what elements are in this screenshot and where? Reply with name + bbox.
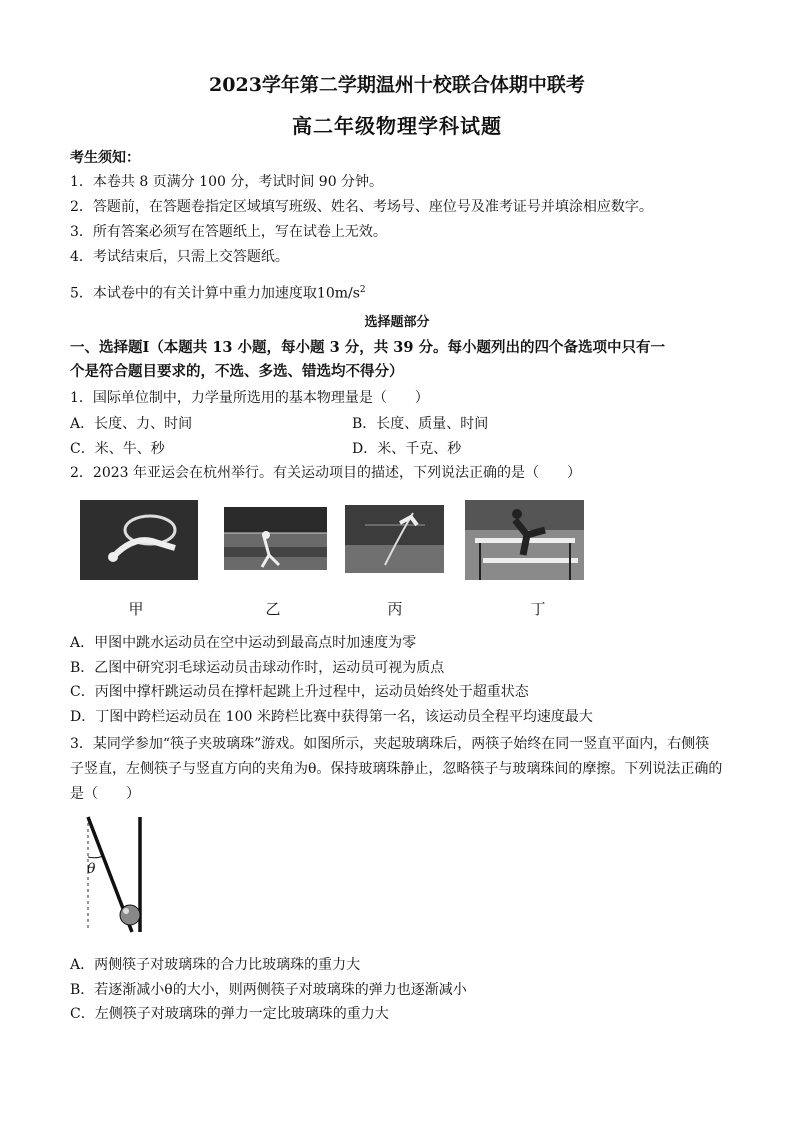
q1-option-b: B．长度、质量、时间 (352, 416, 489, 432)
angle-arc (88, 856, 103, 858)
diving-photo (80, 500, 198, 580)
q2-stem: 2．2023 年亚运会在杭州举行。有关运动项目的描述，下列说法正确的是（ ） (70, 465, 581, 481)
notice-item: 2．答题前，在答题卷指定区域填写班级、姓名、考场号、座位号及准考证号并填涂相应数字。 (70, 199, 653, 215)
q2-option-c: C．丙图中撑杆跳运动员在撑杆起跳上升过程中，运动员始终处于超重状态 (70, 684, 529, 700)
section-intro: 一、选择题Ⅰ（本题共 13 小题，每小题 3 分，共 39 分。每小题列出的四个备选项中只有一 (70, 339, 666, 356)
q3-option-c: C．左侧筷子对玻璃珠的弹力一定比玻璃珠的重力大 (70, 1006, 389, 1022)
q1-stem: 1．国际单位制中，力学量所选用的基本物理量是（ ） (70, 390, 429, 406)
notice-item-5 (70, 280, 366, 304)
theta-label: θ (87, 861, 96, 877)
pole-vault-photo (345, 505, 444, 573)
notice-item: 4．考试结束后，只需上交答题纸。 (70, 249, 289, 265)
badminton-photo (224, 507, 327, 570)
caption-yi: 乙 (265, 600, 281, 618)
glass-bead (120, 905, 140, 925)
q2-option-b: B．乙图中研究羽毛球运动员击球动作时，运动员可视为质点 (70, 660, 445, 676)
q3-option-b: B．若逐渐减小θ的大小，则两侧筷子对玻璃珠的弹力也逐渐减小 (70, 982, 467, 998)
q2-option-d: D．丁图中跨栏运动员在 100 米跨栏比赛中获得第一名，该运动员全程平均速度最大 (70, 709, 593, 725)
notice-heading: 考生须知： (70, 150, 140, 166)
q3-stem: 子竖直，左侧筷子与竖直方向的夹角为θ。保持玻璃珠静止，忽略筷子与玻璃珠间的摩擦。下列说法正确的 (70, 761, 723, 777)
notice-item-5-text: 5．本试卷中的有关计算中重力加速度取10m/s (70, 285, 360, 302)
q1-option-a: A．长度、力、时间 (70, 416, 193, 432)
caption-jia: 甲 (128, 600, 144, 618)
exam-subtitle: 高二年级物理学科试题 (292, 114, 502, 138)
section-title: 选择题部分 (364, 315, 430, 330)
q3-stem: 是（ ） (70, 786, 140, 802)
caption-bing: 丙 (387, 600, 403, 618)
exam-title: 2023学年第二学期温州十校联合体期中联考 (209, 74, 585, 96)
bead-highlight (123, 908, 129, 914)
notice-item: 3．所有答案必须写在答题纸上，写在试卷上无效。 (70, 224, 387, 240)
caption-ding: 丁 (530, 600, 546, 618)
q1-option-c: C．米、牛、秒 (70, 441, 165, 457)
hurdles-photo (465, 500, 584, 580)
q1-option-d: D．米、千克、秒 (352, 441, 462, 457)
notice-item-5-sup: 2 (359, 285, 366, 295)
q2-option-a: A．甲图中跳水运动员在空中运动到最高点时加速度为零 (70, 635, 417, 651)
q3-option-a: A．两侧筷子对玻璃珠的合力比玻璃珠的重力大 (70, 957, 361, 973)
notice-item: 1．本卷共 8 页满分 100 分，考试时间 90 分钟。 (70, 174, 384, 190)
q3-stem: 3．某同学参加“筷子夹玻璃珠”游戏。如图所示，夹起玻璃珠后，两筷子始终在同一竖直平面内，右侧筷 (70, 736, 710, 752)
section-intro: 个是符合题目要求的，不选、多选、错选均不得分） (70, 363, 404, 380)
